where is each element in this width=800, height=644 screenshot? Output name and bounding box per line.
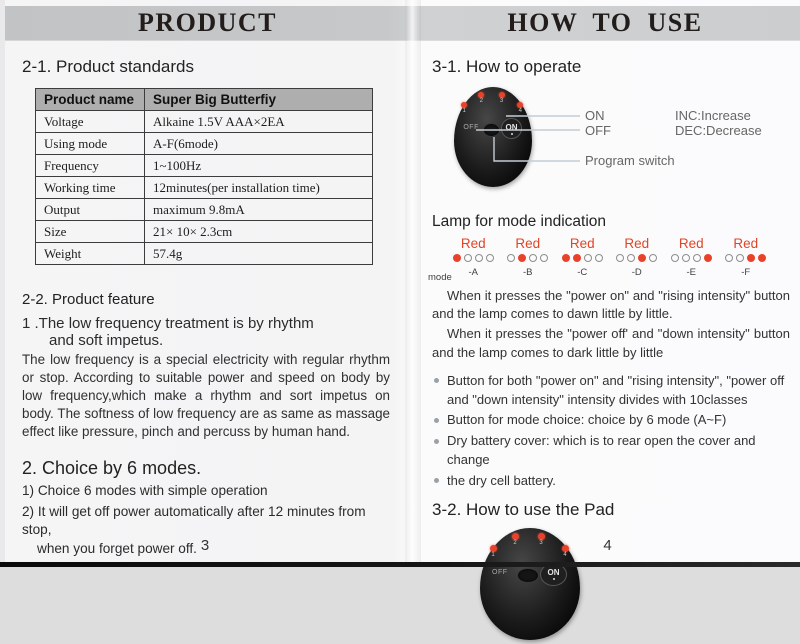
table-cell-label: Working time	[36, 177, 145, 199]
lamp-dot-row	[501, 254, 556, 263]
lamp-dot-unlit	[475, 254, 483, 262]
led-number: 1	[462, 108, 466, 114]
mode-lamp-chart	[428, 236, 790, 283]
label-program-switch: Program switch	[585, 153, 675, 168]
lamp-dot-lit	[518, 254, 526, 262]
lamp-dot-row	[610, 254, 665, 263]
lamp-dot-lit	[704, 254, 712, 262]
section-2-2-title: 2-2. Product feature	[22, 291, 155, 308]
lamp-color-label: Red	[515, 236, 541, 251]
feature-line-2: and soft impetus.	[49, 332, 164, 349]
led-number: 3	[499, 98, 504, 104]
section-choice-title: 2. Choice by 6 modes.	[22, 457, 202, 478]
mode-group	[501, 236, 556, 278]
choice-item-2-cont: when you forget power off.	[37, 540, 197, 556]
table-cell-value: Alkaine 1.5V AAA×2EA	[145, 111, 373, 133]
device2-on-dot	[553, 578, 555, 580]
lamp-dot-unlit	[736, 254, 744, 262]
feature-paragraph: The low frequency is a special electricity with regular rhythm or stop. According to suitable power and speed on body by low frequency,which make a rhythm and sort impetus on body. The softness of low frequency are as same as massage effect like pressure, pinch and percuss by human hand.	[22, 352, 390, 439]
lamp-dot-unlit	[682, 254, 690, 262]
lamp-dot-unlit	[529, 254, 537, 262]
bullet-item: the dry cell battery.	[432, 472, 790, 491]
center-fold	[405, 0, 421, 567]
table-cell-value: 1~100Hz	[145, 155, 373, 177]
table-row	[36, 111, 373, 133]
led-number: 2	[479, 98, 483, 104]
table-row	[36, 133, 373, 155]
bullet-item: Button for both "power on" and "rising intensity", "power off and "down intensity" intensity divides with 10classes	[432, 372, 790, 410]
led-number: 4	[518, 108, 522, 114]
callout-lines	[432, 79, 790, 211]
lamp-dot-lit	[453, 254, 461, 262]
paper-bottom-edge	[0, 562, 800, 567]
lamp-dot-unlit	[649, 254, 657, 262]
lamp-dot-unlit	[540, 254, 548, 262]
lamp-dot-unlit	[584, 254, 592, 262]
mode-name-label: -E	[686, 267, 696, 278]
right-page-number: 4	[603, 537, 612, 554]
device-off-button: OFF	[463, 124, 479, 131]
table-row	[36, 199, 373, 221]
page-how-to-use	[428, 57, 790, 644]
mode-group	[446, 236, 501, 278]
mode-name-label: -A	[468, 267, 478, 278]
lamp-dot-lit	[747, 254, 755, 262]
operate-paragraph-1: When it presses the "power on" and "rising intensity" button and the lamp comes to dawn little by little.	[432, 288, 790, 322]
lamp-dot-lit	[562, 254, 570, 262]
choice-item-2: 2) It will get off power automatically after 12 minutes from stop,	[22, 504, 366, 538]
device2-on-label: ON	[547, 568, 560, 578]
led-number: 2	[513, 540, 517, 547]
mode-name-label: -D	[631, 267, 642, 278]
label-off: OFF	[585, 123, 611, 138]
bullet-item: Dry battery cover: which is to rear open the cover and change	[432, 432, 790, 470]
table-row	[36, 177, 373, 199]
table-cell-value: maximum 9.8mA	[145, 199, 373, 221]
label-dec-decrease: DEC:Decrease	[675, 123, 762, 138]
led-number: 1	[491, 551, 495, 558]
lamp-color-label: Red	[624, 236, 650, 251]
lamp-dot-unlit	[486, 254, 494, 262]
bullet-item: Button for mode choice: choice by 6 mode (A~F)	[432, 411, 790, 430]
paper-left-edge	[0, 0, 5, 567]
label-on: ON	[585, 108, 605, 123]
lamp-dot-unlit	[616, 254, 624, 262]
page-product	[22, 57, 390, 558]
lamp-color-label: Red	[569, 236, 595, 251]
lamp-dot-row	[719, 254, 774, 263]
header-bar	[5, 6, 800, 40]
left-page-number: 3	[200, 537, 210, 554]
section-2-1-title: 2-1. Product standards	[22, 57, 194, 76]
lamp-indication-title: Lamp for mode indication	[432, 213, 607, 230]
section-3-1-title: 3-1. How to operate	[432, 57, 582, 76]
feature-line-1: 1 .The low frequency treatment is by rhythm	[22, 315, 314, 332]
mode-name-label: -F	[741, 267, 751, 278]
table-row	[36, 243, 373, 265]
table-cell-value: 21× 10× 2.3cm	[145, 221, 373, 243]
table-cell-label: Frequency	[36, 155, 145, 177]
table-cell-label: Output	[36, 199, 145, 221]
table-cell-value: Super Big Butterfiy	[145, 89, 373, 111]
label-inc-increase: INC:Increase	[675, 108, 751, 123]
lamp-dot-row	[555, 254, 610, 263]
lamp-dot-unlit	[627, 254, 635, 262]
table-cell-label: Weight	[36, 243, 145, 265]
lamp-color-label: Red	[678, 236, 704, 251]
lamp-dot-row	[446, 254, 501, 263]
lamp-dot-unlit	[693, 254, 701, 262]
choice-item-1: 1) Choice 6 modes with simple operation	[22, 482, 268, 498]
table-cell-value: 57.4g	[145, 243, 373, 265]
lamp-color-label: Red	[733, 236, 759, 251]
device-on-label: ON	[505, 122, 518, 132]
mode-name-label: -B	[523, 267, 533, 278]
section-3-2-title: 3-2. How to use the Pad	[432, 499, 615, 519]
table-cell-label: Size	[36, 221, 145, 243]
table-cell-label: Voltage	[36, 111, 145, 133]
product-standards-table-body	[36, 89, 373, 265]
lamp-color-label: Red	[460, 236, 486, 251]
table-row	[36, 221, 373, 243]
mode-group	[719, 236, 774, 278]
lamp-dot-unlit	[671, 254, 679, 262]
product-standards-table	[35, 88, 373, 265]
feature-bullet-list	[432, 372, 790, 491]
mode-group	[610, 236, 665, 278]
mode-caption: mode	[428, 272, 452, 283]
table-row	[36, 89, 373, 111]
lamp-dot-lit	[573, 254, 581, 262]
lamp-dot-unlit	[464, 254, 472, 262]
led-number: 4	[563, 551, 567, 558]
right-page-header: HOW TO USE	[507, 8, 703, 37]
mode-group	[555, 236, 610, 278]
table-cell-label: Using mode	[36, 133, 145, 155]
lamp-dot-unlit	[725, 254, 733, 262]
left-page-header: PRODUCT	[137, 8, 278, 37]
device-diagram-area	[432, 79, 790, 211]
table-cell-value: 12minutes(per installation time)	[145, 177, 373, 199]
mode-name-label: -C	[577, 267, 588, 278]
led-number: 3	[539, 540, 543, 547]
table-cell-value: A-F(6mode)	[145, 133, 373, 155]
table-row	[36, 155, 373, 177]
lamp-dot-lit	[638, 254, 646, 262]
lamp-dot-unlit	[507, 254, 515, 262]
lamp-dot-row	[664, 254, 719, 263]
lamp-dot-lit	[758, 254, 766, 262]
table-cell-label: Product name	[36, 89, 145, 111]
device2-mode-button	[517, 568, 539, 583]
mode-group	[664, 236, 719, 278]
lamp-dot-unlit	[595, 254, 603, 262]
device2-off-button: OFF	[492, 569, 508, 577]
operate-paragraph-2: When it presses the "power off' and "down intensity" button and the lamp comes to dark little by little	[432, 326, 790, 360]
